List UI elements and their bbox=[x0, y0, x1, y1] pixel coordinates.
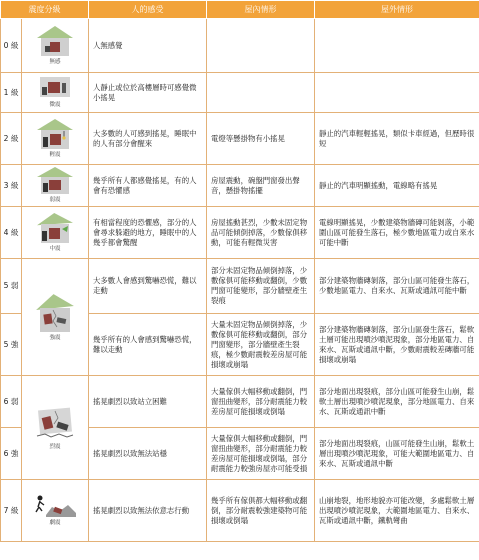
indoor-cell: 大量傢俱大幅移動或翻倒，門窗扭曲變形，部分耐震能力較差房屋可能損壞或倒塌 bbox=[207, 376, 315, 428]
indoor-cell: 電燈等懸掛物有小搖晃 bbox=[207, 113, 315, 165]
header-intensity-level: 震度分級 bbox=[1, 1, 89, 19]
header-indoor-condition: 屋內情形 bbox=[207, 1, 315, 19]
level-cell: 7 級 bbox=[1, 480, 22, 542]
level-cell: 1 級 bbox=[1, 73, 22, 113]
human-feeling-cell: 大多數人會感到驚嚇恐慌，難以走動 bbox=[89, 259, 207, 314]
level-cell: 5 弱 bbox=[1, 259, 22, 314]
human-feeling-cell: 人靜止或位於高樓層時可感覺微小搖晃 bbox=[89, 73, 207, 113]
house-violent-icon bbox=[32, 493, 78, 519]
illustration-cell bbox=[22, 207, 89, 259]
table-row bbox=[1, 480, 479, 542]
header-human-feeling: 人的感受 bbox=[89, 1, 207, 19]
house-weak-shake-icon bbox=[34, 166, 76, 196]
indoor-cell: 房屋震動，碗盤門窗發出聲音，懸掛物搖擺 bbox=[207, 165, 315, 207]
icon-caption: 中震 bbox=[49, 246, 61, 252]
human-feeling-cell: 大多數的人可感到搖晃，睡眠中的人有部分會醒來 bbox=[89, 113, 207, 165]
house-medium-icon bbox=[34, 211, 76, 245]
outdoor-cell: 山崩地裂，地形地貌亦可能改變，多處鬆軟土層出現噴沙噴泥現象，大範圍地區電力、自來水、瓦斯或通訊中斷，鐵軌彎曲 bbox=[315, 480, 479, 542]
house-calm-icon bbox=[34, 24, 76, 58]
house-strong-icon bbox=[33, 292, 77, 334]
indoor-cell: 大量未固定物品傾倒掉落，少數傢俱可能移動或翻倒，部分門窗變形，部分牆壁產生裂痕，極少數耐震較差房屋可能損壞或崩塌 bbox=[207, 314, 315, 376]
indoor-cell: 房屋搖動甚烈，少數未固定物品可能傾倒掉落，少數傢俱移動，可能有輕微災害 bbox=[207, 207, 315, 259]
indoor-cell: 幾乎所有傢俱都大幅移動或翻倒，部分耐震較強建築物可能損壞或倒塌 bbox=[207, 480, 315, 542]
house-weak-icon bbox=[34, 75, 76, 101]
icon-caption: 弱震 bbox=[49, 197, 61, 203]
icon-caption: 劇震 bbox=[49, 520, 61, 526]
human-feeling-cell: 幾乎所有人都感覺搖晃，有的人會有恐懼感 bbox=[89, 165, 207, 207]
illustration-cell bbox=[22, 19, 89, 73]
level-cell: 2 級 bbox=[1, 113, 22, 165]
table-row bbox=[1, 113, 479, 165]
level-cell: 4 級 bbox=[1, 207, 22, 259]
house-severe-icon bbox=[33, 403, 77, 443]
outdoor-cell: 靜止的汽車明顯搖動，電線略有搖晃 bbox=[315, 165, 479, 207]
level-cell: 0 級 bbox=[1, 19, 22, 73]
outdoor-cell: 部分地面出現裂痕，部分山區可能發生山崩，鬆軟土層出現噴沙噴泥現象，部分地區電力、自來水、瓦斯或通訊中斷 bbox=[315, 376, 479, 428]
house-light-icon bbox=[34, 117, 76, 151]
illustration-cell bbox=[22, 376, 89, 480]
outdoor-cell: 靜止的汽車輕輕搖晃，類似卡車經過，但歷時很短 bbox=[315, 113, 479, 165]
outdoor-cell: 部分地面出現裂痕，山區可能發生山崩，鬆軟土層出現噴沙噴泥現象，可能大範圍地區電力、自來水、瓦斯或通訊中斷 bbox=[315, 428, 479, 480]
human-feeling-cell: 搖晃劇烈以致無法站穩 bbox=[89, 428, 207, 480]
illustration-cell bbox=[22, 480, 89, 542]
header-outdoor-condition: 屋外情形 bbox=[315, 1, 479, 19]
icon-caption: 無感 bbox=[49, 59, 61, 65]
human-feeling-cell: 人無感覺 bbox=[89, 19, 207, 73]
table-row bbox=[1, 259, 479, 314]
human-feeling-cell: 有相當程度的恐懼感，部分的人會尋求躲避的地方，睡眠中的人幾乎都會驚醒 bbox=[89, 207, 207, 259]
outdoor-cell bbox=[315, 73, 479, 113]
icon-caption: 微震 bbox=[49, 102, 61, 108]
illustration-cell bbox=[22, 259, 89, 376]
level-cell: 6 強 bbox=[1, 428, 22, 480]
level-cell: 3 級 bbox=[1, 165, 22, 207]
illustration-cell bbox=[22, 73, 89, 113]
table-row bbox=[1, 19, 479, 73]
indoor-cell: 部分未固定物品傾倒掉落，少數傢俱可能移動或翻倒，少數門窗可能變形，部分牆壁產生裂痕 bbox=[207, 259, 315, 314]
outdoor-cell: 部分建築物牆磚剝落，部分山區發生落石，鬆軟土層可能出現噴沙噴泥現象，部分地區電力、自來水、瓦斯或通訊中斷，少數耐震較差磚牆可能損壞或崩塌 bbox=[315, 314, 479, 376]
human-feeling-cell: 搖晃劇烈以致無法依意志行動 bbox=[89, 480, 207, 542]
illustration-cell bbox=[22, 165, 89, 207]
level-cell: 6 弱 bbox=[1, 376, 22, 428]
indoor-cell: 大量傢俱大幅移動或翻倒，門窗扭曲變形，部分耐震能力較差房屋可能損壞或倒塌，部分耐震能力較強房屋亦可能受損 bbox=[207, 428, 315, 480]
icon-caption: 烈震 bbox=[49, 444, 61, 450]
indoor-cell bbox=[207, 19, 315, 73]
table-row bbox=[1, 376, 479, 428]
outdoor-cell: 部分建築物牆磚剝落，部分山區可能發生落石，少數地區電力、自來水、瓦斯或通訊可能中斷 bbox=[315, 259, 479, 314]
icon-caption: 強震 bbox=[49, 334, 61, 341]
table-header-row bbox=[1, 1, 479, 19]
outdoor-cell: 電線明顯搖晃，少數建築物牆磚可能剝落，小範圍山區可能發生落石，極少數地區電力或自來水可能中斷 bbox=[315, 207, 479, 259]
outdoor-cell bbox=[315, 19, 479, 73]
table-row bbox=[1, 207, 479, 259]
level-cell: 5 強 bbox=[1, 314, 22, 376]
illustration-cell bbox=[22, 113, 89, 165]
icon-caption: 輕震 bbox=[49, 152, 61, 158]
table-row bbox=[1, 73, 479, 113]
human-feeling-cell: 搖晃劇烈以致站立困難 bbox=[89, 376, 207, 428]
human-feeling-cell: 幾乎所有的人會感到驚嚇恐慌，難以走動 bbox=[89, 314, 207, 376]
table-row bbox=[1, 165, 479, 207]
indoor-cell bbox=[207, 73, 315, 113]
